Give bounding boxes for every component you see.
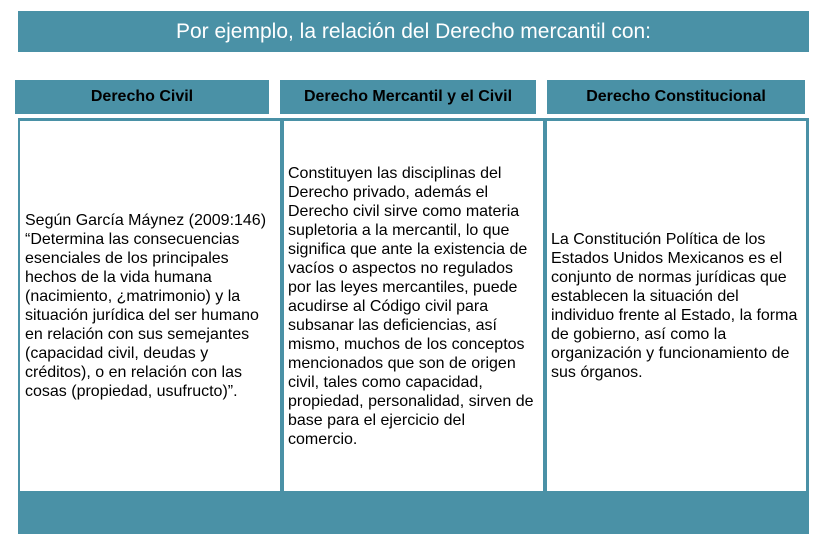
cell-mercantil-civil	[284, 121, 543, 491]
cell-derecho-constitucional	[547, 121, 806, 491]
column-header-derecho-constitucional: Derecho Constitucional	[547, 80, 805, 114]
cell-text-mercantil-civil: Constituyen las disciplinas del Derecho privado, además el Derecho civil sirve como materia supletoria a la mercantil, lo que significa que ante la existencia de vacíos o aspectos no regulados por las leyes mercantiles, puede acudirse al Código civil para subsanar las deficiencias, así mismo, muchos de los conceptos mencionados que son de origen civil, tales como capacidad, propiedad, personalidad, sirven de base para el ejercicio del comercio.	[288, 164, 534, 448]
column-header-derecho-civil: Derecho Civil	[15, 80, 269, 114]
cell-derecho-civil	[20, 121, 280, 491]
cell-text-derecho-constitucional: La Constitución Política de los Estados Unidos Mexicanos es el conjunto de normas jurídicas que establecen la situación del individuo frente al Estado, la forma de gobierno, así como la organización y funcionamiento de sus órganos.	[551, 231, 798, 381]
cell-text-derecho-civil: Según García Máynez (2009:146) “Determina las consecuencias esenciales de los principales hechos de la vida humana (nacimiento, ¿matrimonio) y la situación jurídica del ser humano en relación con sus semejantes (capacidad civil, deudas y créditos), o en relación con las cosas (propiedad, usufructo)”.	[25, 212, 267, 400]
slide-title: Por ejemplo, la relación del Derecho mercantil con:	[18, 11, 809, 52]
column-header-mercantil-civil: Derecho Mercantil y el Civil	[280, 80, 536, 114]
